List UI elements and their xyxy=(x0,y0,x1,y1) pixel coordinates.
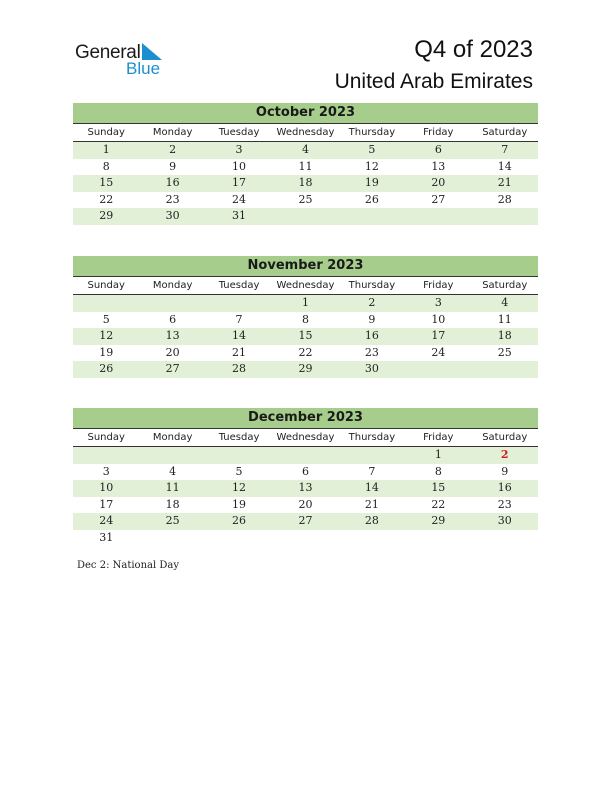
day-cell: 16 xyxy=(497,481,512,494)
day-cell: 16 xyxy=(165,176,180,189)
week-row xyxy=(73,497,538,514)
weekday-label: Tuesday xyxy=(218,127,260,138)
week-row xyxy=(73,530,538,547)
holiday-note: Dec 2: National Day xyxy=(77,560,179,571)
day-cell: 28 xyxy=(232,362,247,375)
day-cell xyxy=(139,295,205,312)
day-cell: 30 xyxy=(497,514,512,527)
day-cell: 11 xyxy=(497,312,512,326)
day-cell xyxy=(472,361,538,378)
weekday-label: Sunday xyxy=(87,280,125,291)
logo-word-blue: Blue xyxy=(126,59,161,78)
weekday-label: Monday xyxy=(152,432,193,443)
day-cell: 21 xyxy=(232,345,247,359)
day-cell xyxy=(405,530,471,547)
weekday-label: Saturday xyxy=(482,127,528,138)
weekday-label: Sunday xyxy=(87,432,125,443)
day-cell: 4 xyxy=(501,296,509,309)
day-cell: 23 xyxy=(364,345,379,359)
month-calendar xyxy=(73,256,538,378)
week-row xyxy=(73,295,538,312)
day-cell: 28 xyxy=(364,514,379,527)
month-title: October 2023 xyxy=(73,103,538,124)
day-cell: 8 xyxy=(301,312,309,326)
day-cell xyxy=(339,447,405,464)
weekday-label: Friday xyxy=(423,127,454,138)
day-cell xyxy=(339,530,405,547)
day-cell: 24 xyxy=(431,345,446,359)
day-cell: 31 xyxy=(232,209,247,222)
day-cell: 19 xyxy=(364,176,379,189)
day-cell: 5 xyxy=(102,312,110,326)
day-cell xyxy=(472,530,538,547)
week-row xyxy=(73,159,538,176)
day-cell: 27 xyxy=(165,362,180,375)
day-cell: 6 xyxy=(301,464,309,478)
day-cell: 13 xyxy=(431,159,446,173)
day-cell: 3 xyxy=(434,296,442,309)
week-row xyxy=(73,464,538,481)
day-cell: 16 xyxy=(364,329,379,342)
day-cell: 5 xyxy=(235,464,243,478)
day-cell: 4 xyxy=(169,464,177,478)
weekday-label: Wednesday xyxy=(276,280,335,291)
day-cell: 31 xyxy=(99,530,114,544)
day-cell xyxy=(73,295,139,312)
day-cell: 2 xyxy=(169,143,177,156)
day-cell: 15 xyxy=(431,481,446,494)
weekday-label: Wednesday xyxy=(276,127,335,138)
country-name: United Arab Emirates xyxy=(334,70,533,93)
page-title: Q4 of 2023 xyxy=(414,36,533,63)
day-cell: 29 xyxy=(298,362,313,375)
day-cell: 10 xyxy=(431,312,446,326)
day-cell: 13 xyxy=(298,481,313,494)
week-row xyxy=(73,345,538,362)
weekday-label: Saturday xyxy=(482,432,528,443)
day-cell: 20 xyxy=(298,497,313,511)
day-cell xyxy=(405,208,471,225)
week-row xyxy=(73,312,538,329)
day-cell: 11 xyxy=(165,481,180,494)
day-cell: 8 xyxy=(434,464,442,478)
day-cell xyxy=(206,530,272,547)
day-cell: 9 xyxy=(368,312,376,326)
day-cell xyxy=(139,447,205,464)
week-row xyxy=(73,208,538,225)
day-cell xyxy=(472,208,538,225)
day-cell: 15 xyxy=(298,329,313,342)
day-cell: 3 xyxy=(235,143,243,156)
day-cell: 17 xyxy=(232,176,247,189)
month-title: December 2023 xyxy=(73,408,538,429)
week-row xyxy=(73,447,538,464)
day-cell: 20 xyxy=(431,176,446,189)
day-cell: 29 xyxy=(99,209,114,222)
day-cell: 1 xyxy=(434,448,442,461)
day-cell: 18 xyxy=(165,497,180,511)
weekday-label: Sunday xyxy=(87,127,125,138)
day-cell: 12 xyxy=(232,481,247,494)
day-cell: 14 xyxy=(232,329,247,342)
day-cell: 30 xyxy=(364,362,379,375)
weekday-label: Monday xyxy=(152,280,193,291)
day-cell: 6 xyxy=(434,143,442,156)
weekday-label: Saturday xyxy=(482,280,528,291)
month-calendar xyxy=(73,103,538,225)
day-cell xyxy=(73,447,139,464)
day-cell: 21 xyxy=(497,176,512,189)
day-cell xyxy=(339,208,405,225)
day-cell: 4 xyxy=(301,143,309,156)
day-cell: 21 xyxy=(364,497,379,511)
weekday-label: Wednesday xyxy=(276,432,335,443)
day-cell: 26 xyxy=(232,514,247,527)
weekday-label: Thursday xyxy=(348,432,396,443)
day-cell: 19 xyxy=(99,345,114,359)
day-cell: 10 xyxy=(232,159,247,173)
day-cell xyxy=(272,208,338,225)
week-row xyxy=(73,361,538,378)
day-cell: 23 xyxy=(165,192,180,206)
logo-triangle-icon xyxy=(142,43,162,60)
day-cell: 12 xyxy=(364,159,379,173)
day-cell: 25 xyxy=(298,192,313,206)
day-cell: 5 xyxy=(368,143,376,156)
weekday-label: Thursday xyxy=(348,280,396,291)
day-cell xyxy=(206,295,272,312)
day-cell: 18 xyxy=(497,329,512,342)
day-cell: 27 xyxy=(431,192,446,206)
day-cell: 18 xyxy=(298,176,313,189)
day-cell: 1 xyxy=(301,296,309,309)
week-row xyxy=(73,142,538,159)
day-cell: 3 xyxy=(102,464,110,478)
day-cell xyxy=(139,530,205,547)
day-cell: 26 xyxy=(364,192,379,206)
day-cell xyxy=(272,530,338,547)
day-cell: 29 xyxy=(431,514,446,527)
month-calendar xyxy=(73,408,538,546)
day-cell: 2 xyxy=(500,448,509,461)
day-cell: 6 xyxy=(169,312,177,326)
weekday-label: Friday xyxy=(423,432,454,443)
weekday-header-row xyxy=(73,124,538,142)
day-cell: 28 xyxy=(497,192,512,206)
day-cell: 22 xyxy=(298,345,313,359)
day-cell: 25 xyxy=(497,345,512,359)
day-cell: 25 xyxy=(165,514,180,527)
day-cell: 26 xyxy=(99,362,114,375)
day-cell: 2 xyxy=(368,296,376,309)
day-cell: 8 xyxy=(102,159,110,173)
week-row xyxy=(73,480,538,497)
day-cell: 15 xyxy=(99,176,114,189)
day-cell: 22 xyxy=(99,192,114,206)
day-cell: 14 xyxy=(497,159,512,173)
weekday-label: Thursday xyxy=(348,127,396,138)
weekday-header-row xyxy=(73,277,538,295)
day-cell: 11 xyxy=(298,159,313,173)
day-cell: 7 xyxy=(235,312,243,326)
day-cell: 13 xyxy=(165,329,180,342)
weekday-label: Tuesday xyxy=(218,432,260,443)
day-cell: 9 xyxy=(501,464,509,478)
day-cell: 17 xyxy=(431,329,446,342)
weekday-header-row xyxy=(73,429,538,447)
logo-word-general: General xyxy=(75,42,141,63)
day-cell: 20 xyxy=(165,345,180,359)
day-cell: 14 xyxy=(364,481,379,494)
weekday-label: Monday xyxy=(152,127,193,138)
week-row xyxy=(73,175,538,192)
day-cell xyxy=(206,447,272,464)
day-cell: 22 xyxy=(431,497,446,511)
day-cell: 1 xyxy=(102,143,110,156)
day-cell: 23 xyxy=(497,497,512,511)
week-row xyxy=(73,513,538,530)
day-cell: 7 xyxy=(501,143,509,156)
day-cell: 24 xyxy=(99,514,114,527)
weekday-label: Friday xyxy=(423,280,454,291)
week-row xyxy=(73,192,538,209)
day-cell: 24 xyxy=(232,192,247,206)
day-cell: 19 xyxy=(232,497,247,511)
day-cell xyxy=(405,361,471,378)
general-blue-logo xyxy=(75,42,161,78)
day-cell: 30 xyxy=(165,209,180,222)
day-cell: 10 xyxy=(99,481,114,494)
week-row xyxy=(73,328,538,345)
day-cell xyxy=(272,447,338,464)
day-cell: 9 xyxy=(169,159,177,173)
month-title: November 2023 xyxy=(73,256,538,277)
day-cell: 7 xyxy=(368,464,376,478)
day-cell: 27 xyxy=(298,514,313,527)
weekday-label: Tuesday xyxy=(218,280,260,291)
day-cell: 17 xyxy=(99,497,114,511)
day-cell: 12 xyxy=(99,329,114,342)
